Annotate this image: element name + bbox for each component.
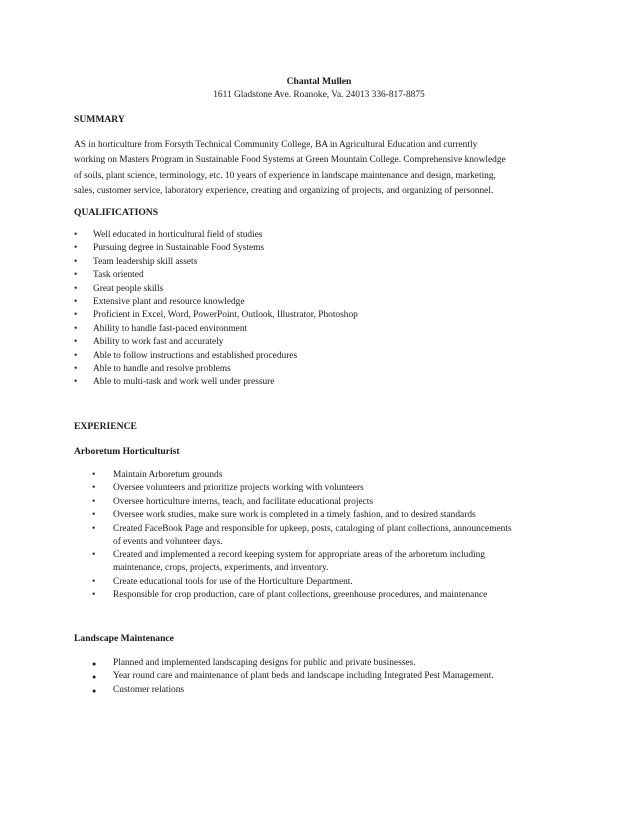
bullet-icon: • [74,310,78,321]
bullet-icon: • [92,523,96,534]
bullet-icon: • [74,323,78,334]
bullet-icon: ● [92,660,97,668]
candidate-name: Chantal Mullen [286,76,352,87]
resume-page: Chantal Mullen 1611 Gladstone Ave. Roanoke, Va. 24013 336-817-8875 SUMMARY AS in horticulture from Forsyth Technical Community College, BA in Agricultural Education and currently working on Masters Program in Sustainable Food Systems at Green Mountain College. Comprehensive knowledge of soils, plant science, terminology, etc. 10 years of experience in landscape maintenance and design, marketing, sales, customer service, laboratory experience, creating and organizing of projects, and organizing of personnel. QUALIFICATIONS • Well educated in horticultural field of studies • Pursuing degree in Sustainable Food Systems • Team leadership skill assets • Task oriented • Great people skills • Extensive plant and resource knowledge • Proficient in Excel, Word, PowerPoint, Outlook, Illustrator, Photoshop • Ability to handle fast-paced environment • Ability to work fast and accurately • Able to follow instructions and established procedures • Able to handle and resolve problems • Able to multi-task and work well under pressure EXPERIENCE Arboretum Horticulturist • Maintain Arboretum grounds • Oversee volunteers and prioritize projects working with volunteers • Oversee horticulture interns, teach, and facilitate educational projects • Oversee work studies, make sure work is completed in a timely fashion, and to desired standards • Created FaceBook Page and responsible for upkeep, posts, cataloging of plant collections, announcements of events and volunteer days. • Created and implemented a record keeping system for appropriate areas of the arboretum including maintenance, crops, projects, experiments, and inventory. • Create educational tools for use of the Horticulture Department. • Responsible for crop production, care of plant collections, greenhouse procedures, and maintenance Landscape Maintenance ● Planned and implemented landscaping designs for public and private businesses. ● Year round care and maintenance of plant beds and landscape including Integrated Pest Management. ● Customer relations [0,0,638,826]
bullet-icon: • [74,377,78,388]
experience-heading: EXPERIENCE [74,421,137,432]
bullet-icon: • [74,243,78,254]
bullet-icon: • [92,550,96,561]
bullet-icon: • [74,283,78,294]
bullet-icon: • [74,270,78,281]
bullet-icon: • [74,296,78,307]
bullet-icon: ● [92,673,97,682]
job-title-arboretum: Arboretum Horticulturist [74,446,180,457]
qualifications-heading: QUALIFICATIONS [74,207,159,218]
contact-address: 1611 Gladstone Ave. Roanoke, Va. 24013 336-817-8875 [213,90,425,100]
summary-line: of soils, plant science, terminology, etc. 10 years of experience in landscape maintenance and design, marketing, [74,170,496,181]
bullet-icon: ● [92,686,97,695]
bullet-icon: • [92,470,96,480]
bullet-icon: • [92,576,96,587]
bullet-icon: • [92,590,96,601]
summary-line: AS in horticulture from Forsyth Technical Community College, BA in Agricultural Education and currently [74,140,478,150]
bullet-icon: • [74,230,78,240]
bullet-icon: • [74,256,78,267]
bullet-icon: • [92,510,96,521]
bullet-icon: • [74,350,78,361]
summary-line: sales, customer service, laboratory experience, creating and organizing of projects, and organizing of personnel. [74,186,494,197]
job-title-landscape: Landscape Maintenance [74,633,174,644]
summary-line: working on Masters Program in Sustainable Food Systems at Green Mountain College. Comprehensive knowledge [74,155,506,166]
bullet-icon: • [92,483,96,494]
summary-paragraph [74,139,574,201]
summary-heading: SUMMARY [74,114,125,125]
bullet-icon: • [74,363,78,374]
bullet-icon: • [74,337,78,348]
bullet-icon: • [92,496,96,507]
